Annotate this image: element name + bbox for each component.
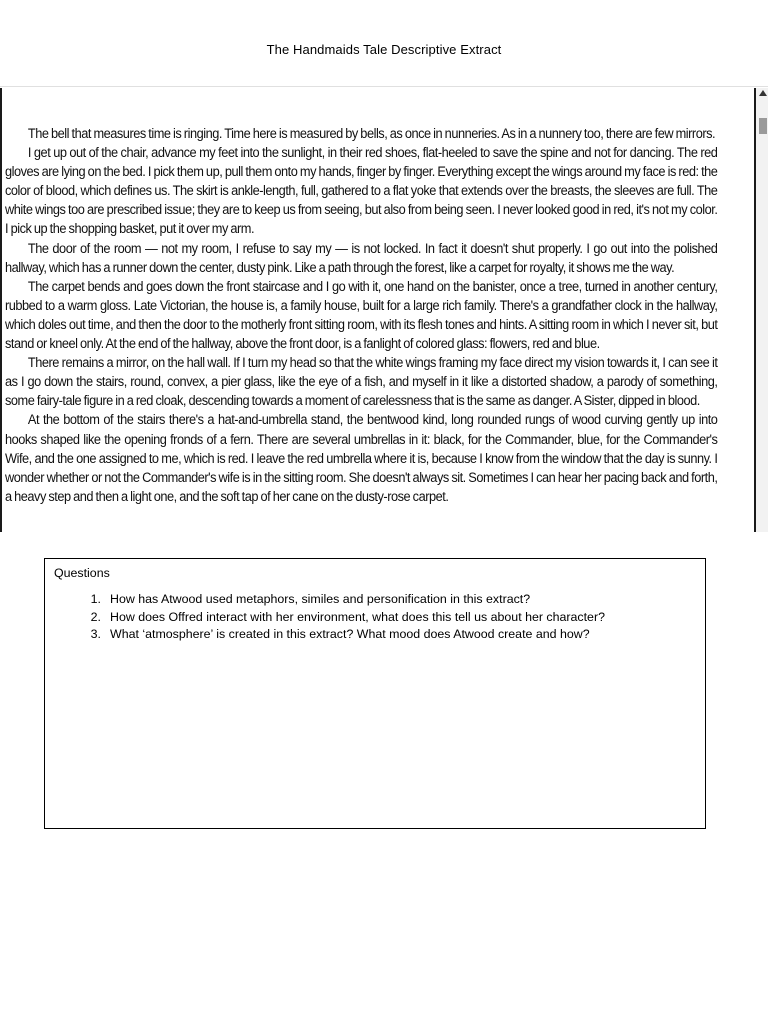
scroll-up-arrow-icon[interactable] (759, 90, 767, 96)
questions-heading: Questions (54, 566, 110, 580)
extract-paragraph-4: The carpet bends and goes down the front staircase and I go with it, one hand on the banister, once a tree, turned in another century, rubbed to a warm gloss. Late Victorian, the house is, a family house, built for a large rich family. There's a grandfather clock in the hallway, which doles out time, and then the door to the motherly front sitting room, with its flesh tones and hints. A sitting room in which I never sit, but stand or kneel only. At the end of the hallway, above the front door, is a fanlight of colored glass: flowers, red and blue. (5, 278, 718, 352)
question-number: 3. (90, 627, 101, 642)
extract-paragraph-5: There remains a mirror, on the hall wall. If I turn my head so that the white wings framing my face direct my vision towards it, I can see it as I go down the stairs, round, convex, a pier glass, like the eye of a fish, and myself in it like a distorted shadow, a parody of something, some fairy-tale figure in a red cloak, descending towards a moment of carelessness that is the same as danger. A Sister, dipped in blood. (5, 355, 718, 409)
extract-text (5, 124, 717, 506)
question-item (54, 591, 605, 609)
question-text: How does Offred interact with her environment, what does this tell us about her character? (110, 609, 605, 624)
extract-paragraph-1: The bell that measures time is ringing. Time here is measured by bells, as once in nunneries. As in a nunnery too, there are few mirrors. (27, 126, 716, 141)
question-text: How has Atwood used metaphors, similes and personification in this extract? (110, 592, 531, 606)
scrollbar-thumb[interactable] (759, 118, 767, 134)
extract-paragraph-2: I get up out of the chair, advance my feet into the sunlight, in their red shoes, flat-heeled to save the spine and not for dancing. The red gloves are lying on the bed. I pick them up, pull them onto my hands, finger by finger. Everything except the wings around my face is red: the color of blood, which defines us. The skirt is ankle-length, full, gathered to a flat yoke that extends over the breasts, the sleeves are full. The white wings too are prescribed issue; they are to keep us from seeing, but also from being seen. I never looked good in red, it's not my color. I pick up the shopping basket, put it over my arm. (5, 145, 718, 237)
question-item (54, 626, 605, 644)
question-number: 1. (90, 592, 101, 606)
questions-box (44, 558, 706, 829)
extract-paragraph-6: At the bottom of the stairs there's a hat-and-umbrella stand, the bentwood kind, long rounded rungs of wood curving gently up into hooks shaped like the opening fronds of a fern. There are several umbrellas in it: black, for the Commander, blue, for the Commander's Wife, and the one assigned to me, which is red. I leave the red umbrella where it is, because I know from the window that the day is sunny. I wonder whether or not the Commander's wife is in the sitting room. She doesn't always sit. Sometimes I can hear her pacing back and forth, a heavy step and then a light one, and the soft tap of her cane on the dusty-rose carpet. (5, 412, 718, 504)
page-title: The Handmaids Tale Descriptive Extract (266, 42, 502, 57)
extract-scrollbar[interactable] (754, 88, 768, 532)
extract-paragraph-3: The door of the room — not my room, I refuse to say my — is not locked. In fact it doesn't shut properly. I go out into the polished hallway, which has a runner down the center, dusty pink. Like a path through the forest, like a carpet for royalty, it shows me the way. (5, 240, 718, 275)
question-list (54, 591, 605, 644)
question-number: 2. (90, 609, 101, 624)
question-text: What ‘atmosphere’ is created in this extract? What mood does Atwood create and how? (110, 627, 590, 642)
question-item (54, 609, 605, 627)
extract-left-border (0, 88, 2, 532)
